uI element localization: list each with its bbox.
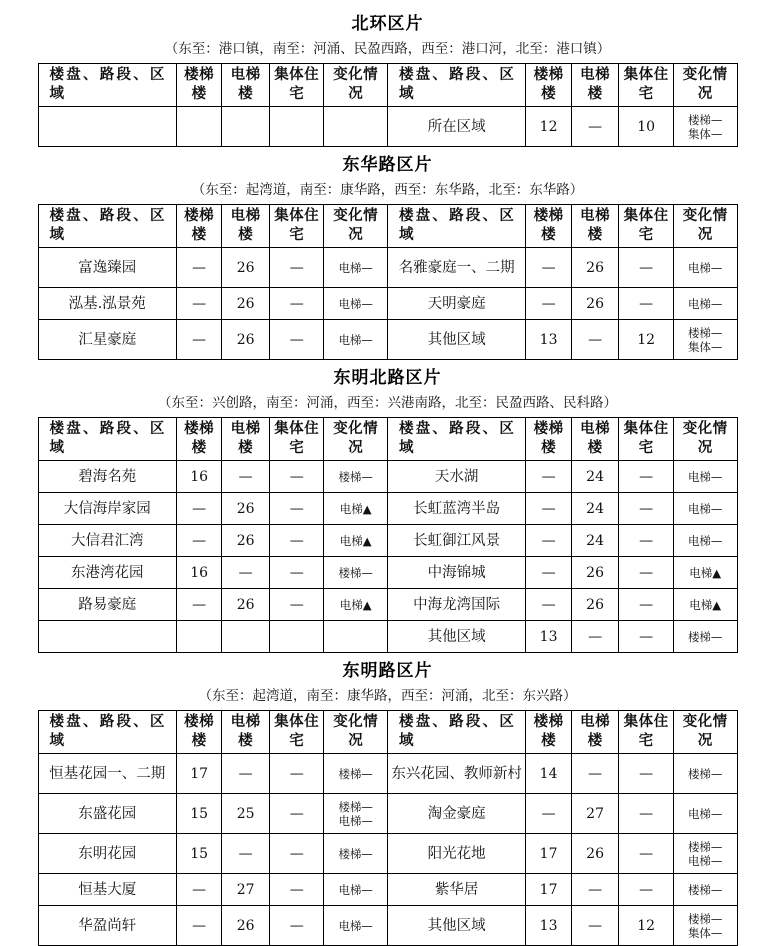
cell-estate-name: 东明花园 <box>38 834 176 874</box>
change-status-line: 电梯— <box>687 501 723 516</box>
cell-stair-count <box>176 621 221 653</box>
col-header-collective <box>269 418 323 461</box>
change-status-line: 楼梯— <box>687 112 723 127</box>
change-status-line: 电梯— <box>338 260 373 275</box>
section-boundary-note: （东至：兴创路，南至：河涌，西至：兴港南路，北至：民盈西路、民科路） <box>158 395 617 411</box>
col-header-label: 集体住宅 <box>623 208 669 243</box>
col-header-change <box>673 205 737 248</box>
cell-collective-count: — <box>619 834 673 874</box>
cell-stair-count: 13 <box>526 906 571 946</box>
table-row <box>38 874 737 906</box>
section-boundary-note: （东至：港口镇，南至：河涌、民盈西路，西至：港口河，北至：港口镇） <box>164 41 611 57</box>
change-status-line: 电梯▲ <box>339 533 372 548</box>
col-header-collective <box>269 711 323 754</box>
cell-change-status <box>673 493 737 525</box>
cell-lift-count: 24 <box>571 525 619 557</box>
cell-collective-count: — <box>269 525 323 557</box>
col-header-change <box>673 64 737 107</box>
cell-estate-name: 其他区域 <box>387 906 525 946</box>
cell-estate-name: 东港湾花园 <box>38 557 176 589</box>
section-boundary-note: （东至：起湾道，南至：康华路，西至：东华路，北至：东华路） <box>191 182 584 198</box>
cell-estate-name: 大信君汇湾 <box>38 525 176 557</box>
cell-collective-count: — <box>269 557 323 589</box>
col-header-collective <box>619 64 673 107</box>
cell-collective-count: 10 <box>619 107 673 147</box>
col-header-label: 楼梯楼 <box>533 208 564 243</box>
col-header-label: 楼盘、路段、区域 <box>49 714 165 749</box>
cell-change-status <box>324 754 388 794</box>
col-header-label: 变化情况 <box>682 421 728 456</box>
cell-estate-name: 紫华居 <box>387 874 525 906</box>
cell-change-status <box>324 493 388 525</box>
cell-change-status <box>673 525 737 557</box>
cell-estate-name: 所在区域 <box>387 107 525 147</box>
table-header-row <box>38 205 737 248</box>
cell-change-status <box>324 557 388 589</box>
cell-change-status <box>673 794 737 834</box>
cell-estate-name: 富逸臻园 <box>38 248 176 288</box>
col-header-stair <box>526 711 571 754</box>
cell-change-status <box>673 107 737 147</box>
cell-stair-count: 16 <box>176 461 221 493</box>
district-section <box>0 653 775 946</box>
cell-stair-count: — <box>176 874 221 906</box>
cell-change-status <box>673 589 737 621</box>
district-table <box>38 417 738 653</box>
cell-estate-name: 中海锦城 <box>387 557 525 589</box>
cell-collective-count: — <box>269 288 323 320</box>
col-header-label: 变化情况 <box>333 208 379 243</box>
table-row <box>38 288 737 320</box>
change-status-line: 电梯— <box>687 260 723 275</box>
cell-estate-name: 阳光花地 <box>387 834 525 874</box>
col-header-label: 楼盘、路段、区域 <box>398 421 515 456</box>
col-header-estate <box>38 205 176 248</box>
cell-collective-count: — <box>269 248 323 288</box>
col-header-change <box>324 711 388 754</box>
col-header-label: 集体住宅 <box>274 421 320 456</box>
cell-stair-count: 13 <box>526 320 571 360</box>
col-header-label: 变化情况 <box>333 421 379 456</box>
change-status-line: 电梯— <box>338 882 373 897</box>
col-header-estate <box>38 64 176 107</box>
cell-estate-name: 大信海岸家园 <box>38 493 176 525</box>
cell-lift-count: 26 <box>222 525 270 557</box>
cell-collective-count: — <box>619 794 673 834</box>
col-header-lift <box>571 64 619 107</box>
col-header-label: 变化情况 <box>682 67 728 102</box>
change-status-line: 楼梯— <box>338 565 373 580</box>
cell-estate-name: 恒基大厦 <box>38 874 176 906</box>
cell-change-status <box>324 589 388 621</box>
change-status-line: 电梯— <box>687 853 723 868</box>
cell-change-status <box>324 288 388 320</box>
col-header-stair <box>176 205 221 248</box>
cell-lift-count: — <box>571 754 619 794</box>
change-status-line: 楼梯— <box>338 766 373 781</box>
table-row <box>38 621 737 653</box>
cell-estate-name: 泓基.泓景苑 <box>38 288 176 320</box>
cell-stair-count: 13 <box>526 621 571 653</box>
cell-change-status <box>673 621 737 653</box>
cell-lift-count: — <box>571 621 619 653</box>
cell-collective-count: — <box>269 794 323 834</box>
change-status-line: 楼梯— <box>687 629 723 644</box>
cell-stair-count: — <box>176 248 221 288</box>
cell-change-status <box>324 107 388 147</box>
cell-estate-name: 中海龙湾国际 <box>387 589 525 621</box>
cell-estate-name: 东兴花园、教师新村 <box>387 754 525 794</box>
cell-collective-count: — <box>619 493 673 525</box>
cell-lift-count: — <box>571 107 619 147</box>
cell-lift-count: 26 <box>222 288 270 320</box>
cell-lift-count <box>222 621 270 653</box>
cell-lift-count: 26 <box>222 906 270 946</box>
col-header-collective <box>619 205 673 248</box>
cell-stair-count: 14 <box>526 754 571 794</box>
cell-lift-count: 26 <box>222 493 270 525</box>
cell-stair-count: — <box>526 557 571 589</box>
district-section <box>0 360 775 653</box>
col-header-collective <box>269 64 323 107</box>
cell-lift-count: 26 <box>571 834 619 874</box>
cell-estate-name: 长虹御江风景 <box>387 525 525 557</box>
cell-estate-name: 恒基花园一、二期 <box>38 754 176 794</box>
cell-lift-count: 25 <box>222 794 270 834</box>
cell-collective-count: — <box>619 525 673 557</box>
col-header-change <box>324 418 388 461</box>
table-row <box>38 906 737 946</box>
table-row <box>38 794 737 834</box>
cell-collective-count: — <box>269 461 323 493</box>
col-header-collective <box>619 418 673 461</box>
change-status-line: 电梯▲ <box>689 597 722 612</box>
cell-stair-count: — <box>526 589 571 621</box>
section-title: 北环区片 <box>351 14 424 34</box>
col-header-label: 楼梯楼 <box>533 421 564 456</box>
cell-collective-count <box>269 621 323 653</box>
cell-estate-name <box>38 621 176 653</box>
cell-lift-count: 26 <box>571 248 619 288</box>
change-status-line: 电梯— <box>338 813 373 828</box>
table-row <box>38 525 737 557</box>
change-status-line: 集体— <box>687 339 723 354</box>
section-title: 东华路区片 <box>342 155 433 175</box>
cell-change-status <box>673 557 737 589</box>
cell-lift-count: — <box>222 557 270 589</box>
col-header-label: 集体住宅 <box>274 67 320 102</box>
cell-stair-count: — <box>176 288 221 320</box>
cell-lift-count: — <box>571 906 619 946</box>
col-header-change <box>673 711 737 754</box>
col-header-stair <box>176 64 221 107</box>
cell-collective-count: — <box>619 754 673 794</box>
cell-change-status <box>673 906 737 946</box>
cell-stair-count: 17 <box>526 834 571 874</box>
district-table <box>38 710 738 946</box>
table-row <box>38 320 737 360</box>
change-status-line: 电梯— <box>687 469 723 484</box>
table-header-row <box>38 418 737 461</box>
cell-change-status <box>324 621 388 653</box>
col-header-label: 楼梯楼 <box>184 67 215 102</box>
col-header-estate <box>387 64 525 107</box>
cell-collective-count: — <box>269 834 323 874</box>
table-row <box>38 557 737 589</box>
cell-collective-count: — <box>619 461 673 493</box>
cell-change-status <box>673 834 737 874</box>
change-status-line: 集体— <box>687 126 723 141</box>
col-header-label: 电梯楼 <box>230 208 261 243</box>
col-header-estate <box>38 711 176 754</box>
cell-collective-count: — <box>269 320 323 360</box>
cell-lift-count: 27 <box>571 794 619 834</box>
col-header-label: 集体住宅 <box>623 421 669 456</box>
cell-lift-count <box>222 107 270 147</box>
col-header-label: 楼梯楼 <box>184 421 215 456</box>
change-status-line: 集体— <box>687 925 723 940</box>
change-status-line: 电梯— <box>687 296 723 311</box>
cell-lift-count: 24 <box>571 461 619 493</box>
col-header-label: 电梯楼 <box>580 421 611 456</box>
cell-lift-count: — <box>571 874 619 906</box>
col-header-stair <box>526 418 571 461</box>
cell-lift-count: — <box>222 754 270 794</box>
col-header-label: 集体住宅 <box>274 208 320 243</box>
cell-change-status <box>324 906 388 946</box>
cell-collective-count: — <box>619 621 673 653</box>
cell-estate-name: 天水湖 <box>387 461 525 493</box>
cell-stair-count: — <box>526 794 571 834</box>
cell-estate-name: 华盈尚轩 <box>38 906 176 946</box>
sections-container <box>0 6 775 946</box>
col-header-estate <box>387 205 525 248</box>
col-header-label: 楼梯楼 <box>184 208 215 243</box>
cell-stair-count: 17 <box>176 754 221 794</box>
table-row <box>38 589 737 621</box>
change-status-line: 楼梯— <box>687 325 723 340</box>
change-status-line: 电梯— <box>687 806 723 821</box>
cell-stair-count: 15 <box>176 834 221 874</box>
change-status-line: 楼梯— <box>338 469 373 484</box>
col-header-estate <box>387 418 525 461</box>
cell-change-status <box>324 461 388 493</box>
cell-estate-name: 其他区域 <box>387 621 525 653</box>
cell-lift-count: 26 <box>571 288 619 320</box>
cell-estate-name: 东盛花园 <box>38 794 176 834</box>
col-header-label: 变化情况 <box>333 714 379 749</box>
cell-change-status <box>673 248 737 288</box>
col-header-collective <box>269 205 323 248</box>
col-header-collective <box>619 711 673 754</box>
col-header-label: 电梯楼 <box>230 421 261 456</box>
col-header-label: 集体住宅 <box>623 714 669 749</box>
cell-stair-count: — <box>176 906 221 946</box>
col-header-label: 楼梯楼 <box>533 67 564 102</box>
change-status-line: 电梯▲ <box>339 597 372 612</box>
cell-change-status <box>324 834 388 874</box>
cell-collective-count: — <box>619 874 673 906</box>
col-header-label: 楼盘、路段、区域 <box>398 208 515 243</box>
cell-collective-count: — <box>269 589 323 621</box>
col-header-label: 楼梯楼 <box>184 714 215 749</box>
cell-estate-name <box>38 107 176 147</box>
change-status-line: 电梯— <box>338 296 373 311</box>
district-table <box>38 63 738 147</box>
col-header-lift <box>571 205 619 248</box>
cell-collective-count: — <box>269 754 323 794</box>
col-header-label: 楼盘、路段、区域 <box>49 421 165 456</box>
table-row <box>38 461 737 493</box>
change-status-line: 电梯▲ <box>689 565 722 580</box>
district-section <box>0 6 775 147</box>
col-header-estate <box>387 711 525 754</box>
cell-stair-count: — <box>176 589 221 621</box>
col-header-label: 楼梯楼 <box>533 714 564 749</box>
col-header-label: 电梯楼 <box>580 208 611 243</box>
col-header-stair <box>526 64 571 107</box>
col-header-label: 楼盘、路段、区域 <box>49 208 165 243</box>
cell-collective-count: 12 <box>619 320 673 360</box>
table-header-row <box>38 711 737 754</box>
change-status-line: 电梯▲ <box>339 501 372 516</box>
table-row <box>38 834 737 874</box>
col-header-estate <box>38 418 176 461</box>
col-header-lift <box>222 205 270 248</box>
col-header-change <box>673 418 737 461</box>
cell-stair-count: — <box>176 320 221 360</box>
cell-stair-count: — <box>526 288 571 320</box>
col-header-lift <box>571 418 619 461</box>
cell-lift-count: 26 <box>571 557 619 589</box>
cell-estate-name: 淘金豪庭 <box>387 794 525 834</box>
cell-lift-count: 26 <box>222 248 270 288</box>
cell-change-status <box>673 320 737 360</box>
col-header-label: 变化情况 <box>682 208 728 243</box>
cell-change-status <box>673 754 737 794</box>
col-header-label: 集体住宅 <box>274 714 320 749</box>
col-header-lift <box>222 64 270 107</box>
cell-collective-count: — <box>619 557 673 589</box>
cell-collective-count: 12 <box>619 906 673 946</box>
cell-change-status <box>324 525 388 557</box>
cell-stair-count: — <box>526 525 571 557</box>
district-section <box>0 147 775 360</box>
cell-lift-count: 26 <box>222 320 270 360</box>
cell-stair-count: 16 <box>176 557 221 589</box>
cell-stair-count: — <box>526 248 571 288</box>
table-row <box>38 248 737 288</box>
cell-collective-count: — <box>619 288 673 320</box>
cell-lift-count: — <box>571 320 619 360</box>
col-header-label: 集体住宅 <box>623 67 669 102</box>
cell-collective-count: — <box>619 248 673 288</box>
change-status-line: 楼梯— <box>687 882 723 897</box>
cell-stair-count: 17 <box>526 874 571 906</box>
cell-estate-name: 路易豪庭 <box>38 589 176 621</box>
change-status-line: 楼梯— <box>687 766 723 781</box>
cell-change-status <box>324 320 388 360</box>
cell-change-status <box>324 794 388 834</box>
section-boundary-note: （东至：起湾道，南至：康华路，西至：河涌，北至：东兴路） <box>198 688 577 704</box>
cell-lift-count: 24 <box>571 493 619 525</box>
col-header-change <box>324 205 388 248</box>
cell-change-status <box>673 461 737 493</box>
col-header-stair <box>526 205 571 248</box>
col-header-label: 变化情况 <box>682 714 728 749</box>
change-status-line: 电梯— <box>338 332 373 347</box>
cell-collective-count: — <box>619 589 673 621</box>
cell-stair-count: 12 <box>526 107 571 147</box>
cell-change-status <box>324 248 388 288</box>
section-title: 东明北路区片 <box>333 368 442 388</box>
cell-stair-count: — <box>526 493 571 525</box>
cell-lift-count: 26 <box>222 589 270 621</box>
table-row <box>38 754 737 794</box>
col-header-lift <box>571 711 619 754</box>
col-header-label: 变化情况 <box>333 67 379 102</box>
cell-collective-count: — <box>269 874 323 906</box>
cell-collective-count <box>269 107 323 147</box>
change-status-line: 电梯— <box>687 533 723 548</box>
col-header-change <box>324 64 388 107</box>
col-header-label: 电梯楼 <box>230 714 261 749</box>
col-header-label: 楼盘、路段、区域 <box>49 67 165 102</box>
cell-change-status <box>673 874 737 906</box>
cell-estate-name: 名雅豪庭一、二期 <box>387 248 525 288</box>
cell-estate-name: 天明豪庭 <box>387 288 525 320</box>
cell-collective-count: — <box>269 493 323 525</box>
col-header-stair <box>176 418 221 461</box>
cell-stair-count: — <box>526 461 571 493</box>
col-header-lift <box>222 418 270 461</box>
change-status-line: 楼梯— <box>687 911 723 926</box>
col-header-label: 电梯楼 <box>580 67 611 102</box>
col-header-stair <box>176 711 221 754</box>
cell-stair-count: — <box>176 525 221 557</box>
cell-estate-name: 碧海名苑 <box>38 461 176 493</box>
cell-estate-name: 其他区域 <box>387 320 525 360</box>
section-title: 东明路区片 <box>342 661 433 681</box>
col-header-label: 楼盘、路段、区域 <box>398 67 515 102</box>
change-status-line: 楼梯— <box>687 839 723 854</box>
cell-lift-count: 27 <box>222 874 270 906</box>
cell-change-status <box>673 288 737 320</box>
table-header-row <box>38 64 737 107</box>
col-header-lift <box>222 711 270 754</box>
cell-collective-count: — <box>269 906 323 946</box>
change-status-line: 楼梯— <box>338 799 373 814</box>
cell-stair-count: — <box>176 493 221 525</box>
district-table <box>38 204 738 360</box>
col-header-label: 电梯楼 <box>580 714 611 749</box>
cell-stair-count <box>176 107 221 147</box>
table-row <box>38 493 737 525</box>
cell-lift-count: 26 <box>571 589 619 621</box>
table-row <box>38 107 737 147</box>
change-status-line: 电梯— <box>338 918 373 933</box>
change-status-line: 楼梯— <box>338 846 373 861</box>
cell-change-status <box>324 874 388 906</box>
cell-estate-name: 汇星豪庭 <box>38 320 176 360</box>
cell-lift-count: — <box>222 461 270 493</box>
cell-estate-name: 长虹蓝湾半岛 <box>387 493 525 525</box>
cell-lift-count: — <box>222 834 270 874</box>
cell-stair-count: 15 <box>176 794 221 834</box>
col-header-label: 楼盘、路段、区域 <box>398 714 515 749</box>
col-header-label: 电梯楼 <box>230 67 261 102</box>
